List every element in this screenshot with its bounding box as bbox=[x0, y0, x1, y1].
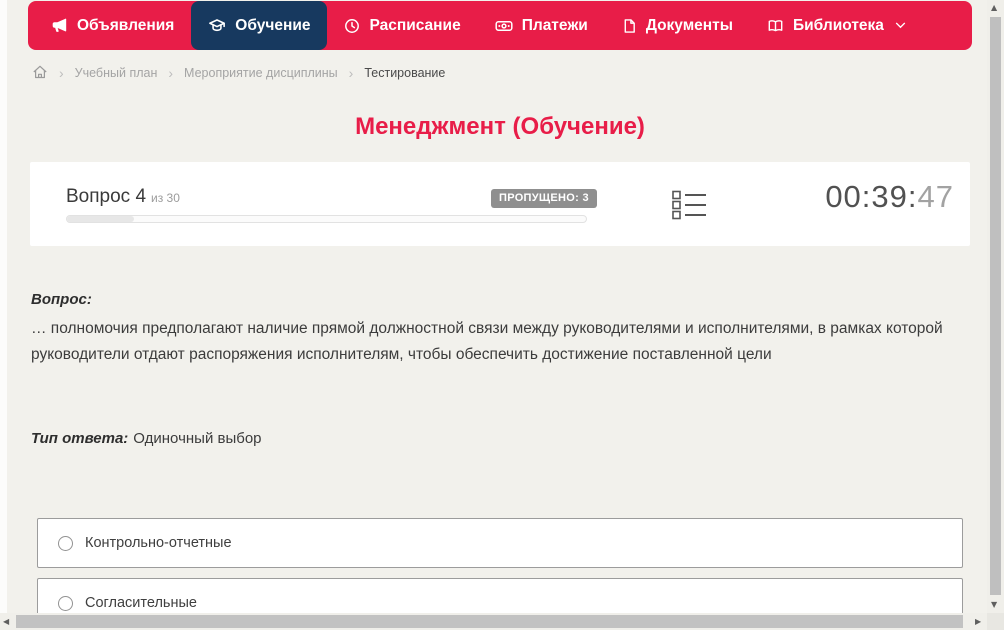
document-icon bbox=[622, 18, 637, 34]
scroll-down-arrow-icon[interactable]: ▼ bbox=[991, 600, 998, 609]
vertical-scrollbar[interactable] bbox=[987, 0, 1004, 613]
timer-hours-minutes: 00:39: bbox=[825, 179, 918, 214]
book-icon bbox=[767, 18, 784, 34]
nav-item-announcements[interactable] bbox=[34, 1, 191, 50]
nav-item-documents[interactable] bbox=[605, 1, 750, 50]
question-list-button[interactable] bbox=[672, 190, 708, 225]
breadcrumb-item-curriculum[interactable]: Учебный план bbox=[74, 66, 158, 80]
question-total: из 30 bbox=[151, 191, 180, 205]
answer-option-1[interactable] bbox=[37, 518, 963, 568]
radio-button[interactable] bbox=[58, 536, 73, 551]
answer-type-label: Тип ответа: bbox=[31, 430, 129, 447]
answer-type-value: Одиночный выбор bbox=[133, 430, 262, 447]
nav-item-training[interactable] bbox=[191, 1, 327, 50]
graduation-cap-icon bbox=[208, 17, 226, 34]
question-number-label: Вопрос 4 bbox=[66, 186, 147, 207]
scroll-up-arrow-icon[interactable]: ▲ bbox=[991, 3, 998, 12]
breadcrumb-item-testing: Тестирование bbox=[364, 66, 446, 80]
home-icon[interactable] bbox=[32, 64, 48, 80]
nav-label: Объявления bbox=[77, 16, 175, 34]
banknote-icon bbox=[495, 18, 513, 34]
question-list-icon bbox=[672, 190, 708, 220]
countdown-timer bbox=[825, 179, 954, 215]
megaphone-icon bbox=[51, 17, 68, 34]
timer-seconds: 47 bbox=[917, 179, 954, 214]
question-number bbox=[66, 186, 180, 208]
answer-option-label: Контрольно-отчетные bbox=[85, 535, 232, 551]
breadcrumb bbox=[32, 63, 445, 83]
answer-type-line bbox=[31, 430, 262, 447]
chevron-down-icon bbox=[895, 22, 906, 29]
scrollbar-corner bbox=[987, 613, 1004, 630]
breadcrumb-separator: › bbox=[348, 65, 354, 81]
answer-option-label: Согласительные bbox=[85, 595, 197, 611]
nav-label: Обучение bbox=[235, 16, 311, 34]
progress-fill bbox=[67, 216, 134, 222]
question-prompt-label: Вопрос: bbox=[31, 291, 92, 308]
nav-label: Документы bbox=[645, 16, 733, 34]
window-edge bbox=[0, 0, 10, 630]
nav-label: Расписание bbox=[369, 16, 461, 34]
skipped-badge: ПРОПУЩЕНО: 3 bbox=[491, 189, 597, 208]
question-text: … полномочия предполагают наличие прямой должностной связи между руководителями и исполнителями, в рамках которой руководители отдают распоряжения исполнителям, чтобы обеспечить достижение поставленной цели bbox=[31, 320, 943, 363]
nav-label: Библиотека bbox=[793, 16, 884, 34]
breadcrumb-separator: › bbox=[168, 65, 174, 81]
breadcrumb-separator: › bbox=[59, 65, 64, 81]
page-title: Менеджмент (Обучение) bbox=[355, 113, 645, 140]
clock-icon bbox=[344, 18, 360, 34]
radio-button[interactable] bbox=[58, 596, 73, 611]
breadcrumb-item-discipline-event[interactable]: Мероприятие дисциплины bbox=[184, 66, 338, 80]
nav-item-schedule[interactable] bbox=[327, 1, 477, 50]
horizontal-scrollbar-thumb[interactable] bbox=[16, 615, 963, 628]
question-block bbox=[31, 291, 948, 368]
scroll-left-arrow-icon[interactable]: ◀ bbox=[3, 617, 10, 626]
nav-label: Платежи bbox=[521, 16, 588, 34]
nav-item-library[interactable] bbox=[750, 1, 923, 50]
progress-bar bbox=[66, 215, 587, 223]
question-header-card bbox=[30, 162, 970, 246]
nav-item-payments[interactable] bbox=[478, 1, 605, 50]
horizontal-scrollbar[interactable] bbox=[0, 613, 987, 630]
scroll-right-arrow-icon[interactable]: ▶ bbox=[975, 617, 982, 626]
main-navbar bbox=[28, 1, 972, 50]
vertical-scrollbar-thumb[interactable] bbox=[990, 17, 1001, 595]
